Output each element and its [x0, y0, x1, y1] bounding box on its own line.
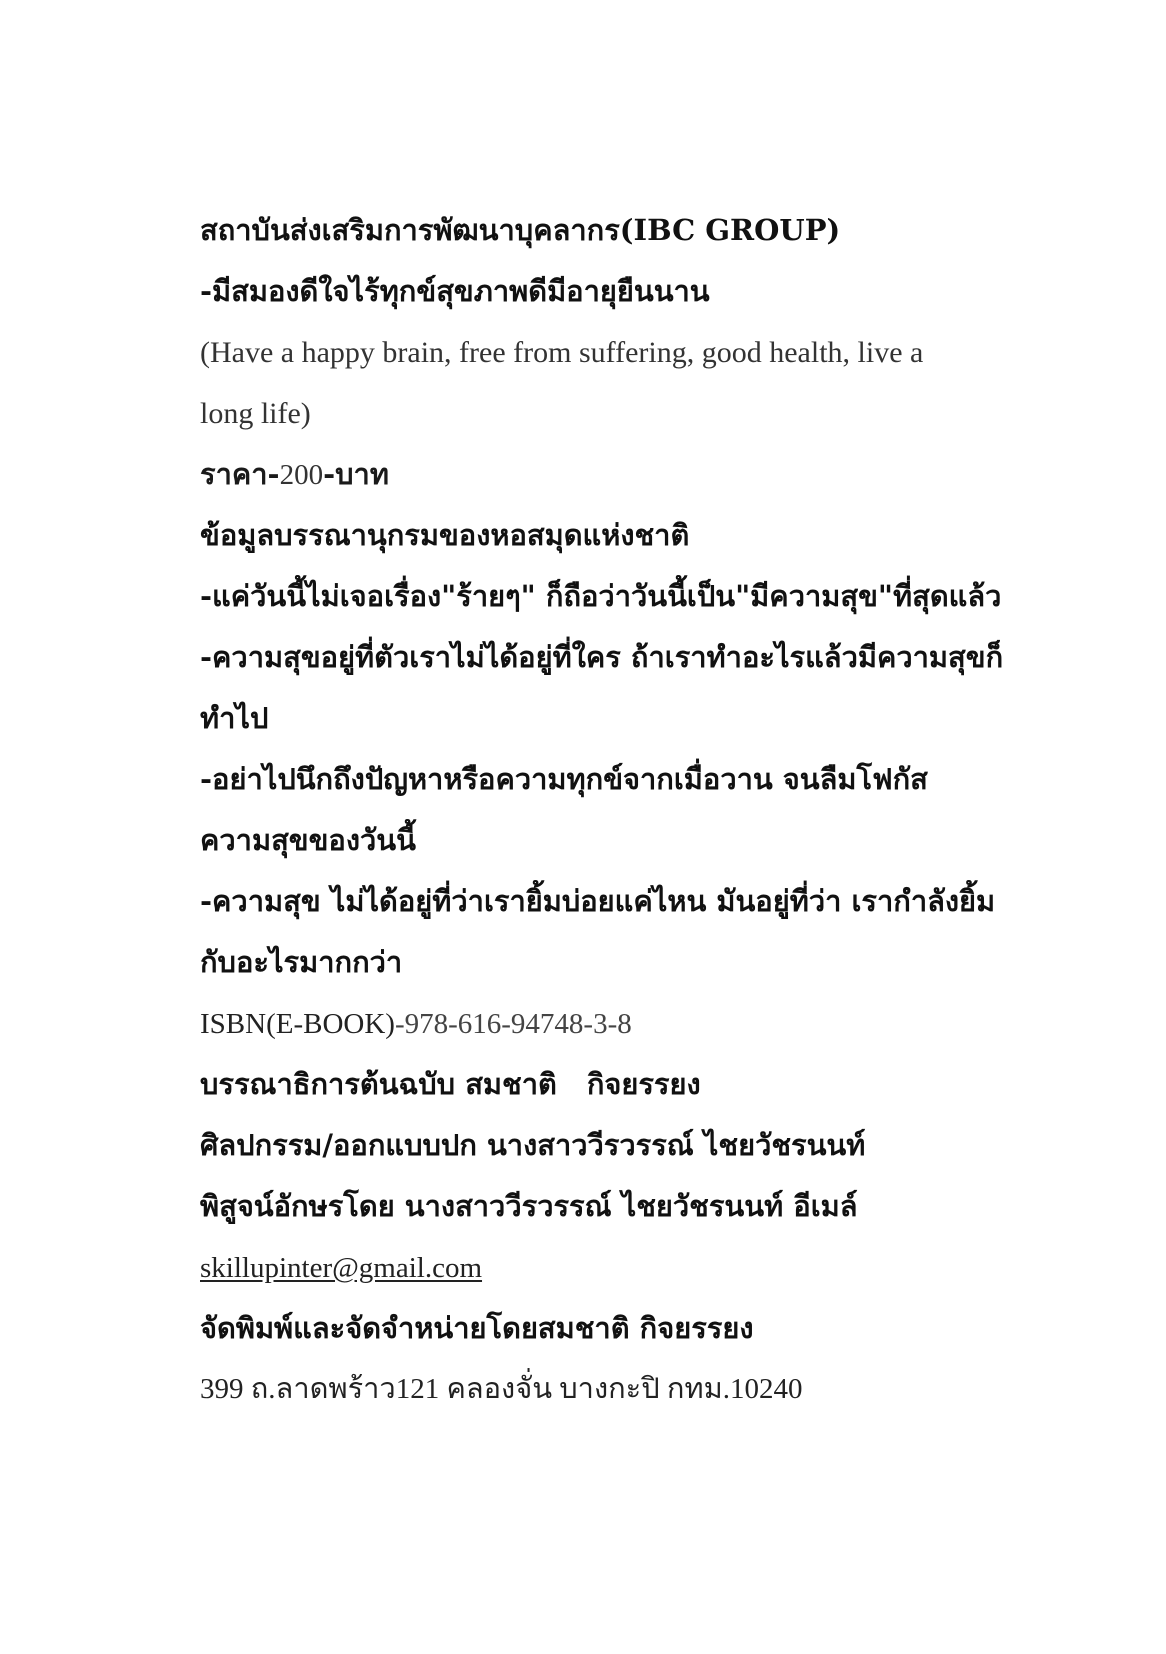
- editor-name: บรรณาธิการต้นฉบับ สมชาติ: [200, 1067, 557, 1101]
- isbn-value: -978-616-94748-3-8: [394, 1008, 632, 1040]
- colophon-page: [200, 200, 1004, 1420]
- price-value: 200: [279, 459, 324, 491]
- book-title-english-line2: long life): [200, 397, 311, 430]
- quote-3-line2: ความสุขของวันนี้: [200, 823, 416, 857]
- proof-credit: พิสูจน์อักษรโดย นางสาววีรวรรณ์ ไชยวัชรนนท์ อีเมล์: [200, 1189, 858, 1223]
- isbn-label: ISBN(E-BOOK): [200, 1008, 395, 1040]
- institute-name: สถาบันส่งเสริมการพัฒนาบุคลากร(IBC GROUP): [200, 213, 841, 247]
- price: [200, 444, 1000, 505]
- publisher-address: 399 ถ.ลาดพร้าว121 คลองจั่น บางกะปิ กทม.10240: [200, 1373, 803, 1405]
- quote-2-line1: -ความสุขอยู่ที่ตัวเราไม่ได้อยู่ที่ใคร ถ้าเราทำอะไรแล้วมีความสุขก็: [200, 640, 1004, 674]
- editor-surname: กิจยรรยง: [586, 1067, 701, 1101]
- quote-4-line1: -ความสุข ไม่ได้อยู่ที่ว่าเรายิ้มบ่อยแค่ไหน มันอยู่ที่ว่า เรากำลังยิ้ม: [200, 884, 996, 918]
- catalog-heading: ข้อมูลบรรณานุกรมของหอสมุดแห่งชาติ: [200, 518, 690, 552]
- book-title-english-line1: (Have a happy brain, free from suffering, good health, live a: [200, 336, 924, 369]
- quote-4-line2: กับอะไรมากกว่า: [200, 945, 403, 979]
- price-unit: -บาท: [323, 457, 389, 491]
- email-line: [200, 1237, 1000, 1298]
- price-label: ราคา-: [200, 457, 280, 491]
- book-title-thai: -มีสมองดีใจไร้ทุกข์สุขภาพดีมีอายุยืนนาน: [200, 274, 710, 308]
- quote-3-line1: -อย่าไปนึกถึงปัญหาหรือความทุกข์จากเมื่อวาน จนลืมโฟกัส: [200, 762, 928, 796]
- isbn: [200, 993, 1000, 1054]
- publisher-credit: จัดพิมพ์และจัดจำหน่ายโดยสมชาติ กิจยรรยง: [200, 1311, 754, 1345]
- email-link[interactable]: skillupinter@gmail.com: [200, 1252, 483, 1284]
- editor-credit: [200, 1054, 1000, 1115]
- quote-1: -แค่วันนี้ไม่เจอเรื่อง"ร้ายๆ" ก็ถือว่าวันนี้เป็น"มีความสุข"ที่สุดแล้ว: [200, 579, 1002, 613]
- art-credit: ศิลปกรรม/ออกแบบปก นางสาววีรวรรณ์ ไชยวัชรนนท์: [200, 1128, 866, 1162]
- quote-2-line2: ทำไป: [200, 701, 269, 735]
